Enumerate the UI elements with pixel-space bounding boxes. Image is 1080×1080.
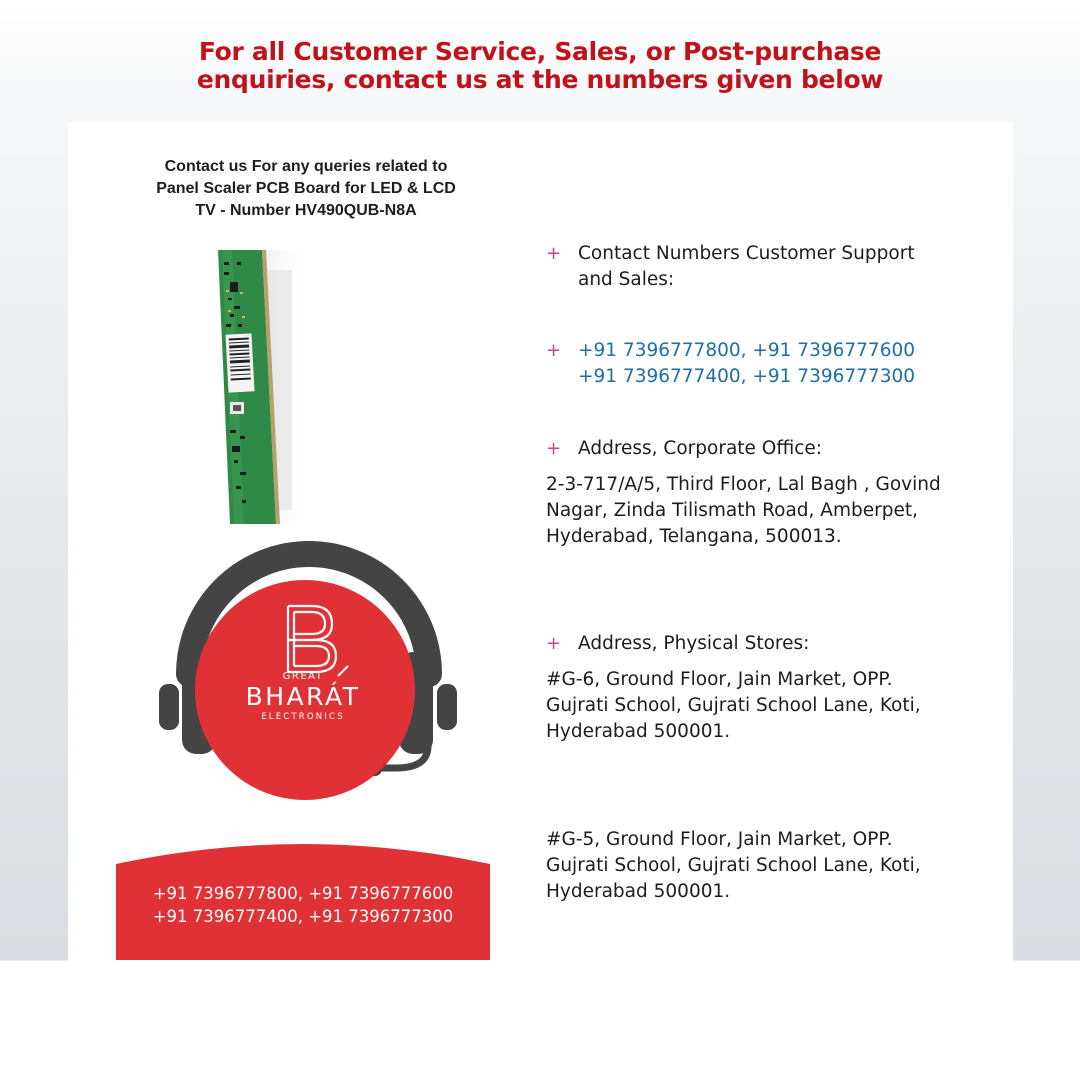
support-label-line-1: Contact Numbers Customer Support xyxy=(578,243,915,264)
store-2-address-line-1: #G-5, Ground Floor, Jain Market, OPP. xyxy=(546,829,893,850)
product-heading xyxy=(128,156,484,222)
banner-line-2: enquiries, contact us at the numbers given below xyxy=(196,65,884,94)
store-2-address-line-2: Gujrati School, Gujrati School Lane, Koti, xyxy=(546,855,921,876)
support-label-line-2: and Sales: xyxy=(578,269,675,290)
store-2-address-line-3: Hyderabad 500001. xyxy=(546,881,731,902)
store-1-address-line-1: #G-6, Ground Floor, Jain Market, OPP. xyxy=(546,669,893,690)
plus-bullet-icon: + xyxy=(546,438,562,459)
page-banner xyxy=(0,38,1080,94)
corporate-address-line-3: Hyderabad, Telangana, 500013. xyxy=(546,526,842,547)
plus-bullet-icon: + xyxy=(546,633,562,654)
brand-logo-card xyxy=(116,524,490,960)
phone-numbers-section xyxy=(546,338,966,390)
corporate-address xyxy=(546,472,966,550)
logo-phones-line-2: +91 7396777400, +91 7396777300 xyxy=(152,907,454,926)
logo-great-text: GREAT xyxy=(282,671,324,682)
logo-electronics-text: ELECTRONICS xyxy=(261,712,345,722)
store-1-address-line-3: Hyderabad 500001. xyxy=(546,721,731,742)
store-1-address xyxy=(546,667,966,745)
plus-bullet-icon: + xyxy=(546,243,562,264)
product-heading-line-1: Contact us For any queries related to xyxy=(164,158,448,175)
logo-phones-line-1: +91 7396777800, +91 7396777600 xyxy=(152,884,454,903)
physical-stores-section xyxy=(546,631,966,745)
corporate-office-label: Address, Corporate Office: xyxy=(578,438,823,459)
logo-phone-numbers xyxy=(116,882,490,928)
phone-numbers-line-1[interactable]: +91 7396777800, +91 7396777600 xyxy=(578,340,916,361)
pcb-board-image xyxy=(200,250,310,524)
phone-numbers-line-2[interactable]: +91 7396777400, +91 7396777300 xyxy=(578,366,916,387)
logo-bharat-text: BHARÁT xyxy=(245,682,361,711)
banner-line-1: For all Customer Service, Sales, or Post-purchase xyxy=(198,37,882,66)
product-heading-line-3: TV - Number HV490QUB-N8A xyxy=(195,202,417,219)
physical-stores-label: Address, Physical Stores: xyxy=(578,633,810,654)
corporate-address-line-2: Nagar, Zinda Tilismath Road, Amberpet, xyxy=(546,500,918,521)
corporate-office-section xyxy=(546,436,966,550)
store-2-address xyxy=(546,827,966,905)
store-1-address-line-2: Gujrati School, Gujrati School Lane, Koti, xyxy=(546,695,921,716)
plus-bullet-icon: + xyxy=(546,340,562,361)
corporate-address-line-1: 2-3-717/A/5, Third Floor, Lal Bagh , Govind xyxy=(546,474,941,495)
support-section xyxy=(546,241,966,293)
product-heading-line-2: Panel Scaler PCB Board for LED & LCD xyxy=(156,180,456,197)
